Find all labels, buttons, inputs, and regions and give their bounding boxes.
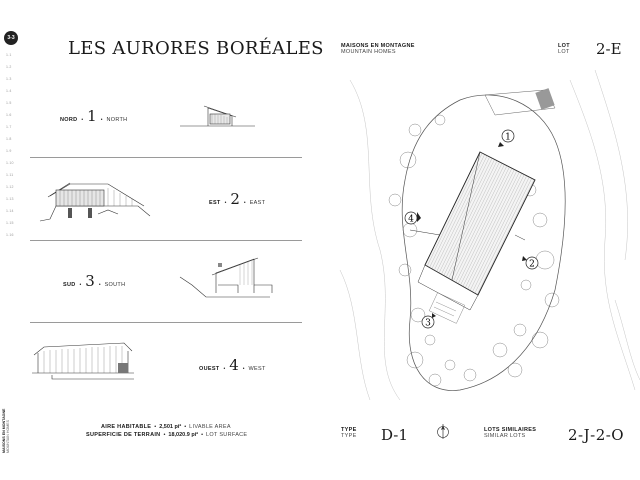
divider [30, 322, 302, 323]
lot-code: 2-E [596, 40, 622, 58]
elevation-en: EAST [249, 200, 266, 206]
elevation-en: NORTH [106, 117, 128, 123]
lot-surface-en: LOT SURFACE [206, 432, 248, 438]
bullet: • [201, 432, 203, 438]
view-marker-label: 3 [425, 318, 431, 329]
elevation-number: 2 [230, 190, 240, 208]
view-marker-label: 4 [408, 214, 414, 225]
elevation-number: 1 [87, 107, 97, 125]
bullet: • [243, 200, 246, 206]
elevation-drawing-south [178, 255, 278, 310]
rail-vertical-label [2, 397, 10, 453]
bullet: • [79, 282, 82, 288]
category-fr: MAISONS EN MONTAGNE [341, 43, 415, 49]
bullet: • [154, 424, 157, 430]
rail-number: 1.14 [6, 209, 14, 213]
left-rail [0, 0, 22, 480]
elevation-fr: SUD [63, 282, 76, 288]
elevation-drawing-east [38, 176, 153, 231]
type-fr: TYPE [341, 427, 357, 433]
elevation-number: 3 [85, 272, 95, 290]
type-code: D-1 [381, 426, 408, 444]
bullet: • [242, 366, 245, 372]
elevation-label-east [209, 190, 265, 208]
bullet: • [81, 117, 84, 123]
rail-number: 1.3 [6, 77, 12, 81]
livable-area-fr: AIRE HABITABLE [101, 424, 152, 430]
rail-number: 1.1 [6, 53, 12, 57]
category-header [341, 43, 415, 55]
elevation-drawing-west [32, 335, 152, 385]
view-marker-1 [498, 130, 514, 147]
lot-surface-fr: SUPERFICIE DE TERRAIN [86, 432, 161, 438]
rail-number: 1.15 [6, 221, 14, 225]
lot-fr: LOT [558, 43, 570, 49]
similar-lots-en: SIMILAR LOTS [484, 433, 526, 439]
page-title: LES AURORES BORÉALES [68, 38, 324, 59]
elevation-label-south [63, 272, 125, 290]
rail-number: 1.5 [6, 101, 12, 105]
livable-area-value: 2,501 pi² [159, 424, 182, 430]
lot-surface-value: 18,020.9 pi² [168, 432, 199, 438]
similar-lots-codes: 2-J-2-O [568, 426, 625, 444]
category-en: MOUNTAIN HOMES [341, 49, 396, 55]
view-marker-label: 2 [529, 259, 535, 270]
rail-number: 1.13 [6, 197, 14, 201]
rail-number: 1.4 [6, 89, 12, 93]
rail-number: 1.8 [6, 137, 12, 141]
north-arrow-icon [436, 424, 450, 440]
rail-number: 1.11 [6, 173, 14, 177]
rail-number: 1.16 [6, 233, 14, 237]
type-en: TYPE [341, 433, 357, 439]
bullet: • [184, 424, 187, 430]
lot-en: LOT [558, 49, 570, 55]
rail-number: 1.10 [6, 161, 14, 165]
divider [30, 240, 302, 241]
page-badge: 3-3 [4, 31, 18, 45]
view-marker-4 [405, 212, 421, 225]
rail-number: 1.7 [6, 125, 12, 129]
elevation-fr: NORD [60, 117, 78, 123]
livable-area-en: LIVABLE AREA [189, 424, 231, 430]
elevation-en: WEST [248, 366, 266, 372]
similar-lots-fr: LOTS SIMILAIRES [484, 427, 537, 433]
elevation-fr: OUEST [199, 366, 220, 372]
elevation-en: SOUTH [104, 282, 126, 288]
elevation-label-west [199, 356, 266, 374]
rail-vertical-en: MOUNTAIN HOMES [6, 419, 10, 453]
rail-vertical-fr: MAISONS EN MONTAGNE [2, 408, 6, 453]
bullet: • [163, 432, 166, 438]
view-marker-label: 1 [505, 132, 511, 143]
lot-header [558, 43, 570, 55]
rail-number: 1.6 [6, 113, 12, 117]
elevation-label-north [60, 107, 127, 125]
type-label [341, 427, 357, 439]
door [118, 363, 128, 373]
bullet: • [98, 282, 101, 288]
rail-number: 1.12 [6, 185, 14, 189]
deck [429, 293, 465, 324]
livable-area [101, 424, 231, 430]
view-marker-2 [522, 256, 538, 270]
elevation-fr: EST [209, 200, 221, 206]
site-plan [340, 70, 640, 400]
bullet: • [100, 117, 103, 123]
bullet: • [223, 366, 226, 372]
bullet: • [224, 200, 227, 206]
elevation-number: 4 [229, 356, 239, 374]
rail-number: 1.2 [6, 65, 12, 69]
view-marker-3 [422, 313, 436, 329]
similar-lots-label [484, 427, 536, 439]
elevation-drawing-north [180, 96, 260, 136]
driveway [535, 88, 554, 110]
lot-surface [86, 432, 247, 438]
divider [30, 157, 302, 158]
rail-number: 1.9 [6, 149, 12, 153]
house-footprint [410, 152, 535, 310]
